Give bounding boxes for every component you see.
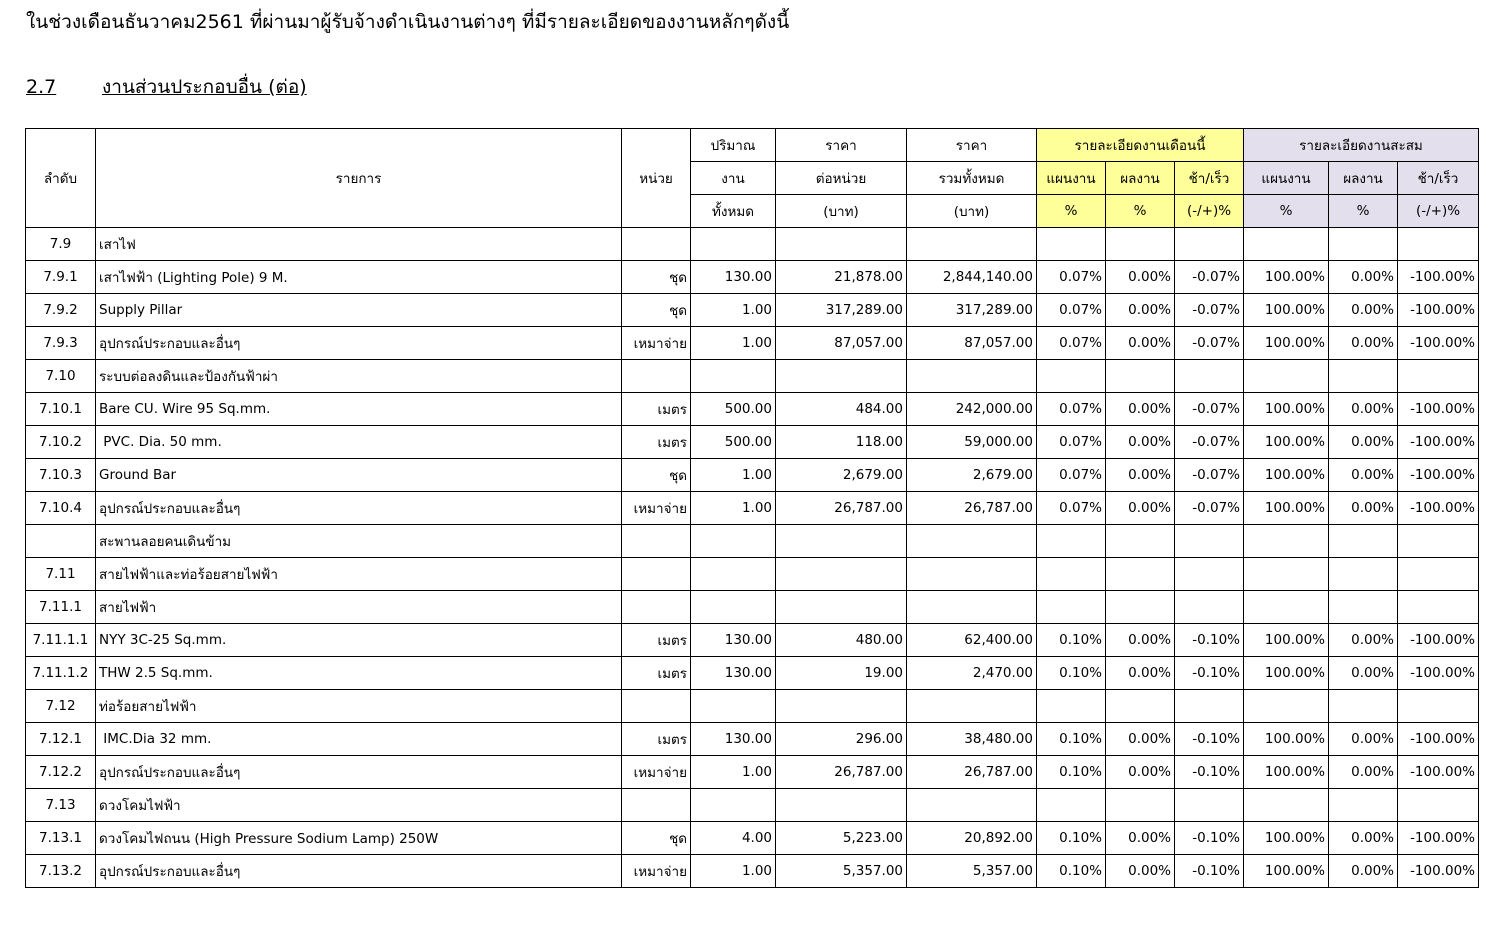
table-row	[26, 855, 1479, 888]
cell-month-result: 0.00%	[1106, 426, 1175, 459]
cell-month-diff	[1175, 360, 1244, 393]
cell-total-price: 2,470.00	[907, 657, 1037, 690]
cell-item: Ground Bar	[96, 459, 622, 492]
cell-unit-price: 480.00	[776, 624, 907, 657]
cell-month-result: 0.00%	[1106, 855, 1175, 888]
cell-cum-diff	[1398, 690, 1479, 723]
cell-item: อุปกรณ์ประกอบและอื่นๆ	[96, 756, 622, 789]
cell-no: 7.12	[26, 690, 96, 723]
table-row	[26, 327, 1479, 360]
header-total-price-3: (บาท)	[907, 195, 1037, 228]
cell-month-diff: -0.10%	[1175, 723, 1244, 756]
header-month-diff-pct: (-/+)%	[1175, 195, 1244, 228]
cell-item: ดวงโคมไฟถนน (High Pressure Sodium Lamp) 250W	[96, 822, 622, 855]
cell-qty	[691, 228, 776, 261]
cell-month-plan	[1037, 228, 1106, 261]
header-cum-diff: ช้า/เร็ว	[1398, 162, 1479, 195]
cell-unit: เหมาจ่าย	[622, 492, 691, 525]
cell-month-diff	[1175, 558, 1244, 591]
cell-qty	[691, 690, 776, 723]
cell-cum-diff	[1398, 591, 1479, 624]
cell-month-plan: 0.07%	[1037, 492, 1106, 525]
cell-cum-result	[1329, 789, 1398, 822]
cell-cum-result	[1329, 690, 1398, 723]
table-row	[26, 294, 1479, 327]
cell-cum-diff: -100.00%	[1398, 756, 1479, 789]
cell-unit: ชุด	[622, 822, 691, 855]
cell-qty: 1.00	[691, 492, 776, 525]
cell-qty: 1.00	[691, 855, 776, 888]
cell-total-price: 317,289.00	[907, 294, 1037, 327]
cell-unit-price: 5,223.00	[776, 822, 907, 855]
cell-total-price: 26,787.00	[907, 492, 1037, 525]
cell-cum-result: 0.00%	[1329, 657, 1398, 690]
cell-cum-result: 0.00%	[1329, 393, 1398, 426]
cell-no: 7.10	[26, 360, 96, 393]
header-qty-1: ปริมาณ	[691, 129, 776, 162]
cell-cum-diff: -100.00%	[1398, 657, 1479, 690]
cell-total-price	[907, 690, 1037, 723]
table-row	[26, 690, 1479, 723]
table-row	[26, 393, 1479, 426]
cell-unit	[622, 228, 691, 261]
cell-unit-price: 26,787.00	[776, 492, 907, 525]
cell-qty: 130.00	[691, 624, 776, 657]
header-item: รายการ	[96, 129, 622, 228]
table-row	[26, 228, 1479, 261]
cell-month-plan: 0.07%	[1037, 426, 1106, 459]
cell-month-result: 0.00%	[1106, 756, 1175, 789]
cell-cum-plan: 100.00%	[1244, 822, 1329, 855]
cell-cum-plan: 100.00%	[1244, 723, 1329, 756]
cell-no: 7.11.1.2	[26, 657, 96, 690]
cell-month-result	[1106, 690, 1175, 723]
cell-cum-diff	[1398, 360, 1479, 393]
cell-unit	[622, 360, 691, 393]
cell-unit-price	[776, 690, 907, 723]
cell-unit	[622, 525, 691, 558]
cell-no: 7.10.4	[26, 492, 96, 525]
cell-unit: เหมาจ่าย	[622, 855, 691, 888]
cell-month-result: 0.00%	[1106, 492, 1175, 525]
cell-month-plan	[1037, 789, 1106, 822]
header-unit-price-2: ต่อหน่วย	[776, 162, 907, 195]
header-month-result-pct: %	[1106, 195, 1175, 228]
cell-cum-diff: -100.00%	[1398, 261, 1479, 294]
cell-month-result: 0.00%	[1106, 327, 1175, 360]
header-cum-plan-pct: %	[1244, 195, 1329, 228]
header-qty-2: งาน	[691, 162, 776, 195]
header-total-price-1: ราคา	[907, 129, 1037, 162]
cell-no: 7.9.2	[26, 294, 96, 327]
header-qty-3: ทั้งหมด	[691, 195, 776, 228]
cell-unit-price: 118.00	[776, 426, 907, 459]
cell-item: อุปกรณ์ประกอบและอื่นๆ	[96, 492, 622, 525]
table-row	[26, 624, 1479, 657]
cell-total-price: 2,844,140.00	[907, 261, 1037, 294]
cell-cum-plan: 100.00%	[1244, 294, 1329, 327]
cell-month-result: 0.00%	[1106, 459, 1175, 492]
cell-qty: 4.00	[691, 822, 776, 855]
cell-month-diff: -0.10%	[1175, 855, 1244, 888]
cell-qty: 500.00	[691, 426, 776, 459]
cell-cum-diff	[1398, 228, 1479, 261]
table-row	[26, 492, 1479, 525]
cell-cum-plan	[1244, 360, 1329, 393]
cell-no	[26, 525, 96, 558]
cell-month-result	[1106, 591, 1175, 624]
cell-month-diff	[1175, 789, 1244, 822]
table-row	[26, 525, 1479, 558]
cell-total-price: 242,000.00	[907, 393, 1037, 426]
header-month-diff: ช้า/เร็ว	[1175, 162, 1244, 195]
cell-no: 7.10.1	[26, 393, 96, 426]
cell-month-plan	[1037, 558, 1106, 591]
cell-no: 7.10.2	[26, 426, 96, 459]
cell-month-diff: -0.10%	[1175, 624, 1244, 657]
cell-cum-plan: 100.00%	[1244, 855, 1329, 888]
cell-qty: 1.00	[691, 327, 776, 360]
header-month-plan-pct: %	[1037, 195, 1106, 228]
cell-cum-plan: 100.00%	[1244, 426, 1329, 459]
cell-month-result: 0.00%	[1106, 657, 1175, 690]
cell-no: 7.9.3	[26, 327, 96, 360]
cell-month-diff: -0.10%	[1175, 822, 1244, 855]
cell-item: อุปกรณ์ประกอบและอื่นๆ	[96, 855, 622, 888]
cell-cum-result: 0.00%	[1329, 459, 1398, 492]
table-body	[26, 228, 1479, 888]
cell-total-price	[907, 789, 1037, 822]
cell-cum-plan: 100.00%	[1244, 756, 1329, 789]
cell-cum-result	[1329, 360, 1398, 393]
cell-unit-price: 2,679.00	[776, 459, 907, 492]
cell-cum-plan: 100.00%	[1244, 459, 1329, 492]
cell-unit: เมตร	[622, 723, 691, 756]
cell-item: PVC. Dia. 50 mm.	[96, 426, 622, 459]
section-name: งานส่วนประกอบอื่น (ต่อ)	[102, 76, 307, 98]
page-heading: ในช่วงเดือนธันวาคม2561 ที่ผ่านมาผู้รับจ้างดำเนินงานต่างๆ ที่มีรายละเอียดของงานหลักๆดังนี้	[26, 11, 790, 33]
header-total-price-2: รวมทั้งหมด	[907, 162, 1037, 195]
cell-unit: เมตร	[622, 426, 691, 459]
cell-cum-diff	[1398, 525, 1479, 558]
header-unit-price-1: ราคา	[776, 129, 907, 162]
cell-cum-result: 0.00%	[1329, 492, 1398, 525]
cell-cum-result	[1329, 591, 1398, 624]
cell-month-result	[1106, 525, 1175, 558]
cell-total-price: 2,679.00	[907, 459, 1037, 492]
section-number: 2.7	[26, 76, 57, 98]
table-row	[26, 756, 1479, 789]
cell-unit: เมตร	[622, 657, 691, 690]
cell-month-plan: 0.07%	[1037, 459, 1106, 492]
cell-no: 7.11.1.1	[26, 624, 96, 657]
cell-month-result	[1106, 228, 1175, 261]
header-cum-plan: แผนงาน	[1244, 162, 1329, 195]
table-row	[26, 789, 1479, 822]
cell-cum-plan: 100.00%	[1244, 261, 1329, 294]
cell-unit	[622, 690, 691, 723]
cell-unit: เมตร	[622, 624, 691, 657]
cell-month-plan	[1037, 690, 1106, 723]
cell-cum-plan	[1244, 228, 1329, 261]
table-row	[26, 591, 1479, 624]
cell-month-diff: -0.10%	[1175, 756, 1244, 789]
cell-qty	[691, 360, 776, 393]
cell-month-plan: 0.10%	[1037, 624, 1106, 657]
cell-cum-diff: -100.00%	[1398, 393, 1479, 426]
cell-month-result: 0.00%	[1106, 261, 1175, 294]
cell-item: เสาไฟฟ้า (Lighting Pole) 9 M.	[96, 261, 622, 294]
table-row	[26, 558, 1479, 591]
cell-qty: 500.00	[691, 393, 776, 426]
cell-item: Supply Pillar	[96, 294, 622, 327]
cell-unit	[622, 789, 691, 822]
cell-cum-plan	[1244, 525, 1329, 558]
cell-month-plan: 0.07%	[1037, 393, 1106, 426]
table-row	[26, 426, 1479, 459]
cell-qty	[691, 525, 776, 558]
cell-month-result: 0.00%	[1106, 822, 1175, 855]
cell-total-price	[907, 558, 1037, 591]
cell-unit: ชุด	[622, 294, 691, 327]
cell-item: NYY 3C-25 Sq.mm.	[96, 624, 622, 657]
cell-cum-diff	[1398, 789, 1479, 822]
cell-total-price: 20,892.00	[907, 822, 1037, 855]
cell-no: 7.11	[26, 558, 96, 591]
cell-month-plan: 0.07%	[1037, 294, 1106, 327]
work-progress-table	[25, 128, 1479, 888]
cell-cum-diff: -100.00%	[1398, 327, 1479, 360]
cell-no: 7.13.2	[26, 855, 96, 888]
cell-month-plan	[1037, 360, 1106, 393]
section-title	[26, 73, 307, 101]
cell-cum-result	[1329, 558, 1398, 591]
cell-unit-price	[776, 558, 907, 591]
cell-unit	[622, 558, 691, 591]
cell-month-plan	[1037, 591, 1106, 624]
cell-total-price: 59,000.00	[907, 426, 1037, 459]
cell-unit-price	[776, 525, 907, 558]
cell-month-diff: -0.07%	[1175, 426, 1244, 459]
header-month-result: ผลงาน	[1106, 162, 1175, 195]
cell-month-diff	[1175, 525, 1244, 558]
cell-month-result	[1106, 360, 1175, 393]
header-month-plan: แผนงาน	[1037, 162, 1106, 195]
header-cum-result-pct: %	[1329, 195, 1398, 228]
cell-cum-diff: -100.00%	[1398, 855, 1479, 888]
header-cum-diff-pct: (-/+)%	[1398, 195, 1479, 228]
cell-item: ดวงโคมไฟฟ้า	[96, 789, 622, 822]
cell-total-price: 38,480.00	[907, 723, 1037, 756]
cell-cum-plan: 100.00%	[1244, 327, 1329, 360]
cell-unit-price	[776, 789, 907, 822]
table-row	[26, 723, 1479, 756]
cell-qty: 130.00	[691, 657, 776, 690]
cell-unit-price: 19.00	[776, 657, 907, 690]
cell-unit-price: 5,357.00	[776, 855, 907, 888]
cell-unit: เหมาจ่าย	[622, 327, 691, 360]
cell-cum-plan	[1244, 591, 1329, 624]
cell-cum-diff: -100.00%	[1398, 492, 1479, 525]
cell-month-diff: -0.07%	[1175, 492, 1244, 525]
cell-cum-diff	[1398, 558, 1479, 591]
cell-month-diff: -0.07%	[1175, 294, 1244, 327]
cell-month-diff	[1175, 690, 1244, 723]
cell-month-plan: 0.10%	[1037, 756, 1106, 789]
cell-item: Bare CU. Wire 95 Sq.mm.	[96, 393, 622, 426]
cell-month-diff	[1175, 228, 1244, 261]
cell-no: 7.12.1	[26, 723, 96, 756]
cell-no: 7.13.1	[26, 822, 96, 855]
cell-month-plan: 0.10%	[1037, 822, 1106, 855]
cell-month-diff: -0.10%	[1175, 657, 1244, 690]
cell-total-price: 26,787.00	[907, 756, 1037, 789]
cell-month-diff	[1175, 591, 1244, 624]
cell-cum-result	[1329, 525, 1398, 558]
cell-total-price: 5,357.00	[907, 855, 1037, 888]
header-unit: หน่วย	[622, 129, 691, 228]
cell-month-diff: -0.07%	[1175, 261, 1244, 294]
cell-item: สายไฟฟ้าและท่อร้อยสายไฟฟ้า	[96, 558, 622, 591]
cell-no: 7.12.2	[26, 756, 96, 789]
cell-cum-diff: -100.00%	[1398, 624, 1479, 657]
cell-cum-result: 0.00%	[1329, 855, 1398, 888]
cell-no: 7.13	[26, 789, 96, 822]
cell-cum-diff: -100.00%	[1398, 426, 1479, 459]
cell-item: THW 2.5 Sq.mm.	[96, 657, 622, 690]
cell-unit-price: 21,878.00	[776, 261, 907, 294]
cell-no: 7.9	[26, 228, 96, 261]
cell-total-price	[907, 360, 1037, 393]
cell-total-price	[907, 591, 1037, 624]
cell-month-plan: 0.10%	[1037, 657, 1106, 690]
cell-month-plan: 0.07%	[1037, 327, 1106, 360]
header-no: ลำดับ	[26, 129, 96, 228]
cell-unit: เมตร	[622, 393, 691, 426]
cell-cum-result: 0.00%	[1329, 261, 1398, 294]
cell-month-result: 0.00%	[1106, 393, 1175, 426]
cell-qty	[691, 591, 776, 624]
cell-month-plan: 0.10%	[1037, 855, 1106, 888]
cell-total-price	[907, 525, 1037, 558]
header-cumulative: รายละเอียดงานสะสม	[1244, 129, 1479, 162]
cell-month-result: 0.00%	[1106, 624, 1175, 657]
cell-cum-diff: -100.00%	[1398, 294, 1479, 327]
cell-month-plan	[1037, 525, 1106, 558]
table-row	[26, 822, 1479, 855]
cell-qty: 130.00	[691, 723, 776, 756]
cell-cum-result: 0.00%	[1329, 723, 1398, 756]
cell-cum-result: 0.00%	[1329, 327, 1398, 360]
cell-month-diff: -0.07%	[1175, 393, 1244, 426]
cell-cum-plan: 100.00%	[1244, 624, 1329, 657]
cell-cum-plan: 100.00%	[1244, 492, 1329, 525]
cell-month-diff: -0.07%	[1175, 459, 1244, 492]
cell-unit-price: 296.00	[776, 723, 907, 756]
cell-cum-result: 0.00%	[1329, 426, 1398, 459]
cell-month-result: 0.00%	[1106, 294, 1175, 327]
table-row	[26, 360, 1479, 393]
cell-no: 7.11.1	[26, 591, 96, 624]
cell-cum-result: 0.00%	[1329, 294, 1398, 327]
cell-total-price: 62,400.00	[907, 624, 1037, 657]
cell-item: อุปกรณ์ประกอบและอื่นๆ	[96, 327, 622, 360]
cell-qty: 1.00	[691, 294, 776, 327]
header-unit-price-3: (บาท)	[776, 195, 907, 228]
cell-cum-plan: 100.00%	[1244, 393, 1329, 426]
cell-cum-result: 0.00%	[1329, 624, 1398, 657]
cell-qty	[691, 558, 776, 591]
cell-item: ระบบต่อลงดินและป้องกันฟ้าผ่า	[96, 360, 622, 393]
cell-item: เสาไฟ	[96, 228, 622, 261]
cell-item: ท่อร้อยสายไฟฟ้า	[96, 690, 622, 723]
cell-cum-result: 0.00%	[1329, 756, 1398, 789]
cell-item: IMC.Dia 32 mm.	[96, 723, 622, 756]
table-row	[26, 459, 1479, 492]
cell-unit: เหมาจ่าย	[622, 756, 691, 789]
table-header	[26, 129, 1479, 228]
cell-total-price	[907, 228, 1037, 261]
cell-unit	[622, 591, 691, 624]
cell-unit-price	[776, 228, 907, 261]
cell-total-price: 87,057.00	[907, 327, 1037, 360]
cell-unit-price	[776, 360, 907, 393]
cell-unit: ชุด	[622, 261, 691, 294]
cell-no: 7.9.1	[26, 261, 96, 294]
cell-month-result: 0.00%	[1106, 723, 1175, 756]
header-cum-result: ผลงาน	[1329, 162, 1398, 195]
cell-no: 7.10.3	[26, 459, 96, 492]
cell-month-result	[1106, 558, 1175, 591]
cell-unit-price: 26,787.00	[776, 756, 907, 789]
cell-qty: 1.00	[691, 459, 776, 492]
cell-cum-plan	[1244, 789, 1329, 822]
cell-item: สายไฟฟ้า	[96, 591, 622, 624]
cell-qty: 130.00	[691, 261, 776, 294]
cell-unit-price: 484.00	[776, 393, 907, 426]
table-row	[26, 261, 1479, 294]
cell-month-plan: 0.07%	[1037, 261, 1106, 294]
cell-unit-price: 87,057.00	[776, 327, 907, 360]
cell-item: สะพานลอยคนเดินข้าม	[96, 525, 622, 558]
cell-cum-plan	[1244, 558, 1329, 591]
cell-unit: ชุด	[622, 459, 691, 492]
cell-qty	[691, 789, 776, 822]
cell-month-plan: 0.10%	[1037, 723, 1106, 756]
cell-unit-price	[776, 591, 907, 624]
cell-cum-result	[1329, 228, 1398, 261]
cell-cum-diff: -100.00%	[1398, 459, 1479, 492]
cell-month-result	[1106, 789, 1175, 822]
cell-qty: 1.00	[691, 756, 776, 789]
cell-cum-diff: -100.00%	[1398, 822, 1479, 855]
cell-cum-plan	[1244, 690, 1329, 723]
cell-month-diff: -0.07%	[1175, 327, 1244, 360]
cell-unit-price: 317,289.00	[776, 294, 907, 327]
cell-cum-result: 0.00%	[1329, 822, 1398, 855]
cell-cum-diff: -100.00%	[1398, 723, 1479, 756]
header-this-month: รายละเอียดงานเดือนนี้	[1037, 129, 1244, 162]
cell-cum-plan: 100.00%	[1244, 657, 1329, 690]
table-row	[26, 657, 1479, 690]
